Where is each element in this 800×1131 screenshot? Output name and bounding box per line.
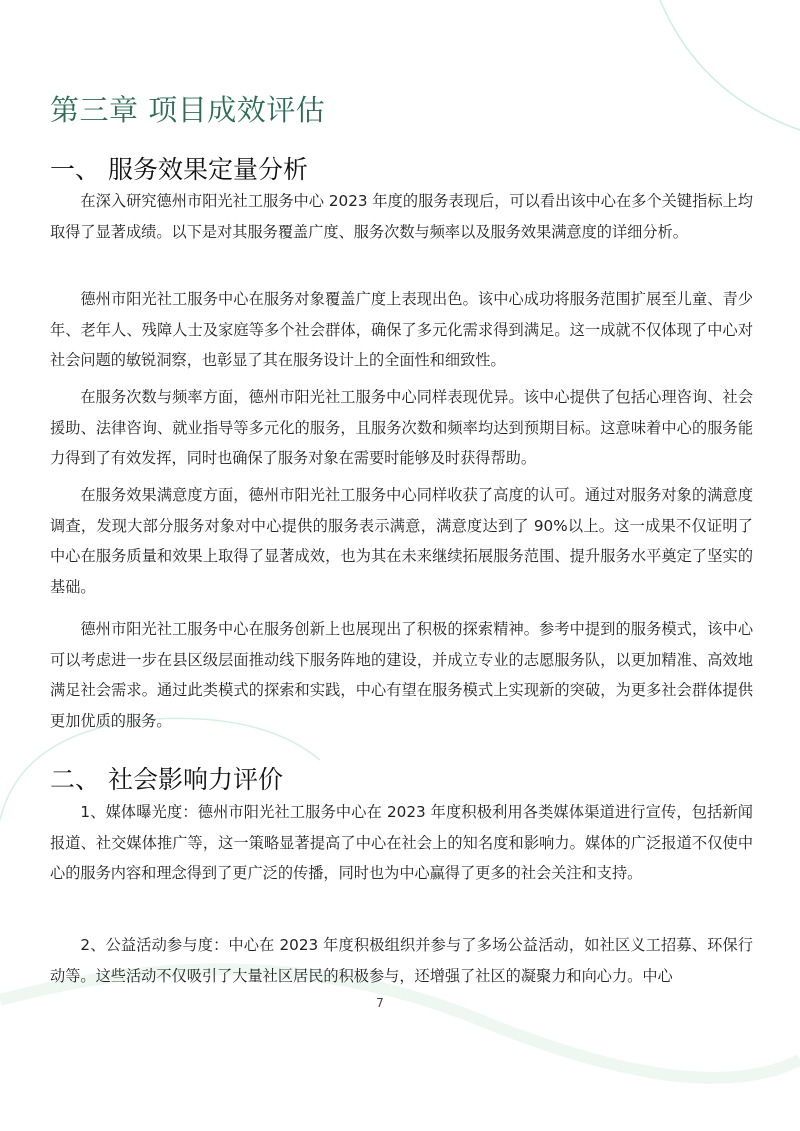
paragraph: 在服务效果满意度方面，德州市阳光社工服务中心同样收获了高度的认可。通过对服务对象的满意度调查，发现大部分服务对象对中心提供的服务表示满意，满意度达到了 90%以上。这一成果不仅证明了中心在服务质量和效果上取得了显著成效，也为其在未来继续拓展服务范围、提升服务水平奠定了坚实的基础。: [50, 486, 753, 596]
section-heading-quantitative-analysis: 一、 服务效果定量分析: [50, 155, 308, 184]
paragraph: 德州市阳光社工服务中心在服务创新上也展现出了积极的探索精神。参考中提到的服务模式，该中心可以考虑进一步在县区级层面推动线下服务阵地的建设，并成立专业的志愿服务队，以更加精准、高效地满足社会需求。通过此类模式的探索和实践，中心有望在服务模式上实现新的突破，为更多社会群体提供更加优质的服务。: [50, 620, 753, 730]
paragraph: 1、媒体曝光度：德州市阳光社工服务中心在 2023 年度积极利用各类媒体渠道进行宣传，包括新闻报道、社交媒体推广等，这一策略显著提高了中心在社会上的知名度和影响力。媒体的广泛报道不仅使中心的服务内容和理念得到了更广泛的传播，同时也为中心赢得了更多的社会关注和支持。: [50, 803, 753, 882]
section-heading-social-impact: 二、 社会影响力评价: [50, 765, 283, 794]
chapter-title: 第三章 项目成效评估: [50, 93, 326, 127]
paragraph: 德州市阳光社工服务中心在服务对象覆盖广度上表现出色。该中心成功将服务范围扩展至儿童、青少年、老年人、残障人士及家庭等多个社会群体，确保了多元化需求得到满足。这一成就不仅体现了中心对社会问题的敏锐洞察，也彰显了其在服务设计上的全面性和细致性。: [50, 290, 753, 369]
paragraph: 2、公益活动参与度：中心在 2023 年度积极组织并参与了多场公益活动，如社区义工招募、环保行动等。这些活动不仅吸引了大量社区居民的积极参与，还增强了社区的凝聚力和向心力。中心: [50, 936, 753, 985]
page-number: 7: [376, 996, 384, 1010]
paragraph: 在服务次数与频率方面，德州市阳光社工服务中心同样表现优异。该中心提供了包括心理咨询、社会援助、法律咨询、就业指导等多元化的服务，且服务次数和频率均达到预期目标。这意味着中心的服务能力得到了有效发挥，同时也确保了服务对象在需要时能够及时获得帮助。: [50, 388, 753, 467]
paragraph: 在深入研究德州市阳光社工服务中心 2023 年度的服务表现后，可以看出该中心在多个关键指标上均取得了显著成绩。以下是对其服务覆盖广度、服务次数与频率以及服务效果满意度的详细分析。: [50, 192, 753, 241]
